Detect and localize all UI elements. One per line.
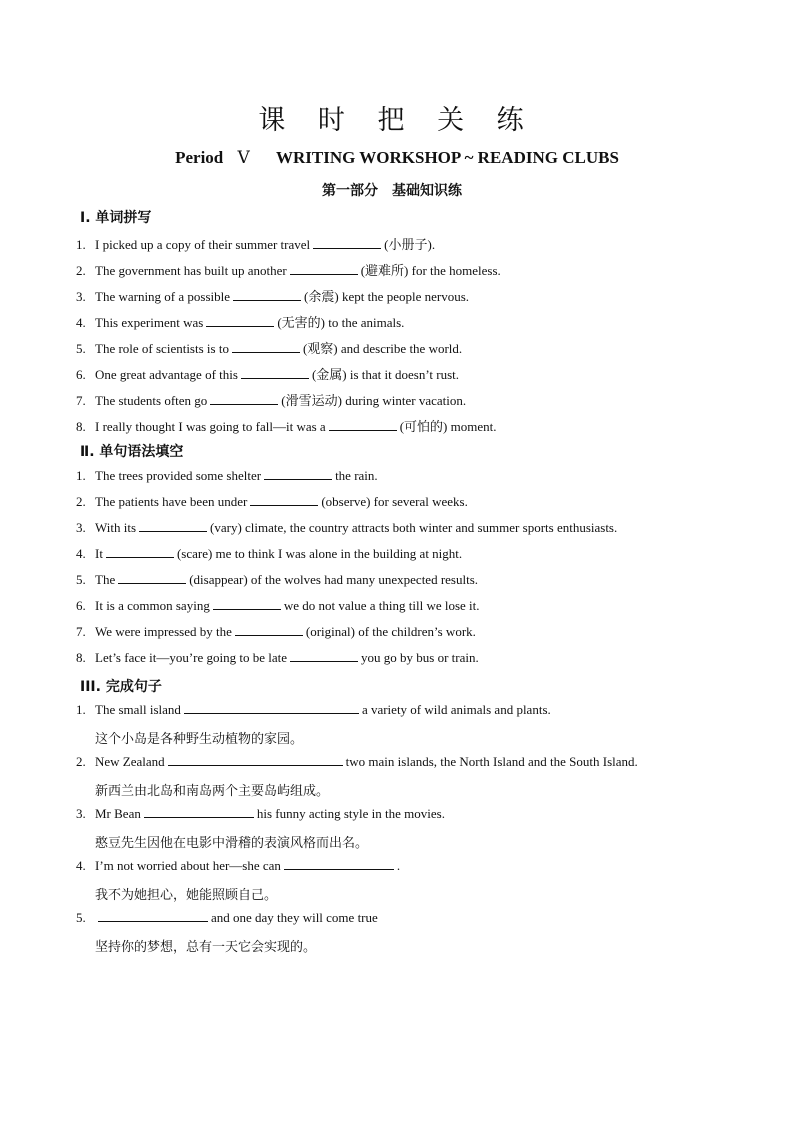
question-text-after: (余震) kept the people nervous. xyxy=(304,289,470,304)
question-text-after: you go by bus or train. xyxy=(361,650,479,665)
answer-blank[interactable] xyxy=(206,315,274,327)
question-text-after: (original) of the children’s work. xyxy=(305,624,476,639)
question-text-after: two main islands, the North Island and the South Island. xyxy=(345,754,638,769)
question-item xyxy=(76,260,501,279)
question-item xyxy=(76,234,435,253)
question-item xyxy=(76,910,378,926)
question-text-after: we do not value a thing till we lose it. xyxy=(283,598,480,613)
question-text-before: It is a common saying xyxy=(95,598,210,613)
answer-blank[interactable] xyxy=(313,237,381,249)
period-numeral: Ⅴ xyxy=(237,148,250,167)
question-text-after: (滑雪运动) during winter vacation. xyxy=(281,393,467,408)
question-text-before: With its xyxy=(95,520,137,535)
answer-blank[interactable] xyxy=(235,624,303,636)
answer-blank[interactable] xyxy=(290,650,358,662)
question-text-before: It xyxy=(95,546,103,561)
question-text-after: (observe) for several weeks. xyxy=(321,494,468,509)
answer-blank[interactable] xyxy=(106,546,174,558)
question-number: 1. xyxy=(76,468,86,483)
question-number: 4. xyxy=(76,858,86,873)
question-text-before: I picked up a copy of their summer travel xyxy=(95,237,311,252)
question-text-before: Mr Bean xyxy=(95,806,141,821)
answer-blank[interactable] xyxy=(232,341,300,353)
period-subtitle xyxy=(0,148,794,168)
question-number: 7. xyxy=(76,393,86,408)
question-number: 8. xyxy=(76,650,86,665)
question-text-before: The role of scientists is to xyxy=(95,341,229,356)
chinese-translation: 我不为她担心，她能照顾自己。 xyxy=(95,888,278,903)
question-text-after: . xyxy=(396,858,401,873)
question-item xyxy=(76,572,478,588)
question-number: 7. xyxy=(76,624,86,639)
question-text-after: (避难所) for the homeless. xyxy=(360,263,501,278)
question-item xyxy=(76,598,480,614)
question-text-before: I really thought I was going to fall—it was a xyxy=(95,419,326,434)
question-text-before: The xyxy=(95,572,116,587)
question-text-before: The warning of a possible xyxy=(95,289,231,304)
answer-blank[interactable] xyxy=(213,598,281,610)
question-number: 3. xyxy=(76,520,86,535)
question-number: 4. xyxy=(76,315,86,330)
question-text-after: (无害的) to the animals. xyxy=(277,315,405,330)
answer-blank[interactable] xyxy=(290,263,358,275)
question-number: 5. xyxy=(76,910,86,925)
question-number: 2. xyxy=(76,263,86,278)
question-number: 2. xyxy=(76,754,86,769)
question-item xyxy=(76,702,551,718)
question-text-before: The students often go xyxy=(95,393,208,408)
question-item xyxy=(76,520,617,536)
question-number: 5. xyxy=(76,341,86,356)
section-heading-grammar: Ⅱ. 单句语法填空 xyxy=(80,444,184,460)
question-item xyxy=(76,364,459,383)
period-label: Period xyxy=(175,148,224,167)
page-title: 课 时 把 关 练 xyxy=(258,105,536,136)
answer-blank[interactable] xyxy=(184,702,359,714)
part-title: 第一部分 基础知识练 xyxy=(322,183,462,199)
answer-blank[interactable] xyxy=(241,367,309,379)
question-text-before: The small island xyxy=(95,702,181,717)
question-number: 5. xyxy=(76,572,86,587)
question-text-after: (vary) climate, the country attracts both winter and summer sports enthusiasts. xyxy=(210,520,618,535)
answer-blank[interactable] xyxy=(98,910,208,922)
question-text-before: I’m not worried about her—she can xyxy=(95,858,281,873)
answer-blank[interactable] xyxy=(210,393,278,405)
question-text-after: (观察) and describe the world. xyxy=(302,341,463,356)
question-text-after: (disappear) of the wolves had many unexpected results. xyxy=(189,572,479,587)
question-number: 4. xyxy=(76,546,86,561)
question-number: 6. xyxy=(76,367,86,382)
question-text-before: New Zealand xyxy=(95,754,165,769)
answer-blank[interactable] xyxy=(144,806,254,818)
question-item xyxy=(76,546,462,562)
question-text-before: We were impressed by the xyxy=(95,624,232,639)
question-text-before: The trees provided some shelter xyxy=(95,468,262,483)
question-text-after: (小册子). xyxy=(384,237,436,252)
question-item xyxy=(76,390,466,409)
question-text-after: (可怕的) moment. xyxy=(399,419,497,434)
question-item xyxy=(76,806,445,822)
section-heading-complete-sentences: III. 完成句子 xyxy=(80,679,162,695)
question-item xyxy=(76,286,469,305)
answer-blank[interactable] xyxy=(139,520,207,532)
period-topic: WRITING WORKSHOP ~ READING CLUBS xyxy=(275,148,619,167)
question-text-after: (scare) me to think I was alone in the building at night. xyxy=(176,546,463,561)
question-number: 1. xyxy=(76,237,86,252)
section-heading-spelling: Ⅰ. 单词拼写 xyxy=(80,210,152,226)
question-number: 6. xyxy=(76,598,86,613)
question-text-before: This experiment was xyxy=(95,315,204,330)
answer-blank[interactable] xyxy=(264,468,332,480)
answer-blank[interactable] xyxy=(284,858,394,870)
answer-blank[interactable] xyxy=(118,572,186,584)
question-text-after: (金属) is that it doesn’t rust. xyxy=(311,367,460,382)
question-text-before: Let’s face it—you’re going to be late xyxy=(95,650,288,665)
question-text-after: and one day they will come true xyxy=(211,910,378,925)
question-item xyxy=(76,650,479,666)
question-text-before: One great advantage of this xyxy=(95,367,238,382)
question-number: 3. xyxy=(76,289,86,304)
question-text-after: the rain. xyxy=(335,468,378,483)
question-text-after: his funny acting style in the movies. xyxy=(256,806,445,821)
chinese-translation: 坚持你的梦想，总有一天它会实现的。 xyxy=(95,940,317,955)
question-text-after: a variety of wild animals and plants. xyxy=(361,702,551,717)
question-number: 2. xyxy=(76,494,86,509)
question-item xyxy=(76,754,638,770)
chinese-translation: 憨豆先生因他在电影中滑稽的表演风格而出名。 xyxy=(95,836,369,851)
chinese-translation: 这个小岛是各种野生动植物的家园。 xyxy=(95,732,304,747)
question-text-before: The patients have been under xyxy=(95,494,248,509)
answer-blank[interactable] xyxy=(329,419,397,431)
answer-blank[interactable] xyxy=(233,289,301,301)
question-item xyxy=(76,624,476,640)
question-item xyxy=(76,468,378,484)
question-text-before: The government has built up another xyxy=(95,263,287,278)
question-item xyxy=(76,312,404,331)
question-number: 3. xyxy=(76,806,86,821)
answer-blank[interactable] xyxy=(168,754,343,766)
question-item xyxy=(76,416,496,435)
question-item xyxy=(76,338,462,357)
question-number: 8. xyxy=(76,419,86,434)
answer-blank[interactable] xyxy=(250,494,318,506)
question-item xyxy=(76,494,468,510)
question-number: 1. xyxy=(76,702,86,717)
question-item xyxy=(76,858,400,874)
chinese-translation: 新西兰由北岛和南岛两个主要岛屿组成。 xyxy=(95,784,330,799)
